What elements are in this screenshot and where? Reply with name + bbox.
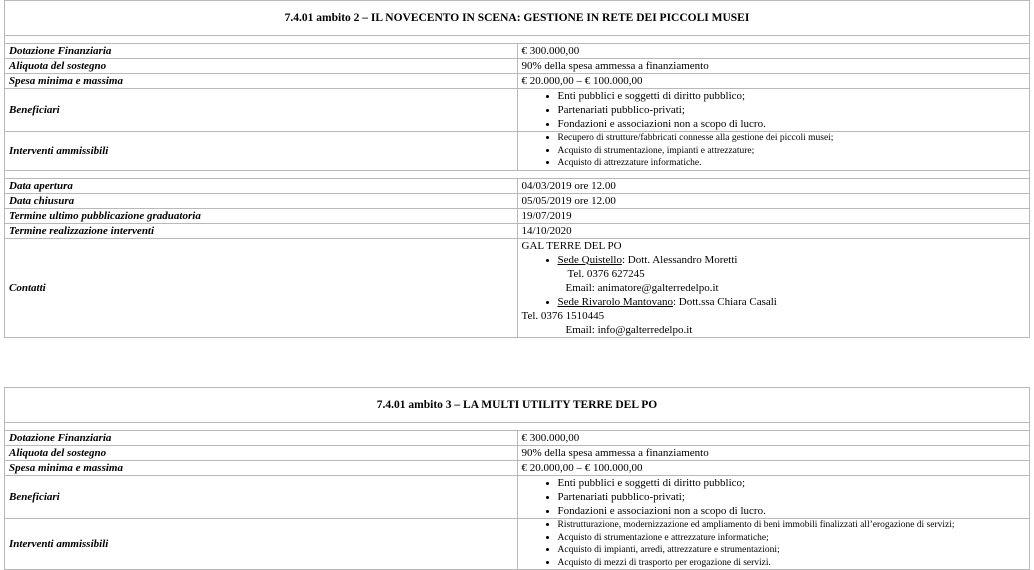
list-item: • Ristrutturazione, modernizzazione ed ampliamento di beni immobili finalizzati all’erogazione di servizi;	[558, 519, 1026, 532]
row-label: Termine ultimo pubblicazione graduatoria	[5, 208, 518, 223]
sede-quistello-link[interactable]: Sede Quistello	[557, 253, 622, 266]
table-row	[5, 208, 1030, 223]
list-item: • Partenariati pubblico-privati;	[558, 490, 1026, 504]
divider	[5, 423, 1030, 431]
row-label: Interventi ammissibili	[5, 519, 518, 570]
row-value	[517, 476, 1030, 519]
list-item: • Acquisto di strumentazione, impianti e attrezzature;	[558, 145, 1026, 158]
divider	[5, 36, 1030, 44]
table-row	[5, 238, 1030, 337]
list-item: • Recupero di strutture/fabbricati connesse alla gestione dei piccoli musei;	[558, 132, 1026, 145]
row-label: Dotazione Finanziaria	[5, 431, 518, 446]
section-title: 7.4.01 ambito 3 – LA MULTI UTILITY TERRE DEL PO	[5, 388, 1030, 423]
contatti-list	[522, 253, 1026, 267]
list-item: • Acquisto di mezzi di trasporto per erogazione di servizi.	[558, 557, 1026, 570]
row-value: 04/03/2019 ore 12.00	[517, 178, 1030, 193]
row-label: Termine realizzazione interventi	[5, 223, 518, 238]
contatti-org: GAL TERRE DEL PO	[521, 239, 622, 252]
list-item: • Enti pubblici e soggetti di diritto pubblico;	[558, 476, 1026, 490]
row-value: € 300.000,00	[517, 44, 1030, 59]
contatti-list	[522, 295, 1026, 309]
divider	[5, 170, 1030, 178]
row-label: Beneficiari	[5, 476, 518, 519]
table-row	[5, 193, 1030, 208]
row-value: 14/10/2020	[517, 223, 1030, 238]
beneficiari-list	[522, 476, 1026, 518]
interventi-list	[522, 132, 1026, 170]
contatti-cell	[517, 238, 1030, 337]
sede-tel: Tel. 0376 1510445	[521, 309, 605, 322]
row-label: Spesa minima e massima	[5, 461, 518, 476]
table-row	[5, 388, 1030, 423]
row-value	[517, 519, 1030, 570]
list-item: • Acquisto di impianti, arredi, attrezzature e strumentazioni;	[558, 544, 1026, 557]
row-label: Aliquota del sostegno	[5, 59, 518, 74]
table-row	[5, 132, 1030, 171]
table-row	[5, 178, 1030, 193]
row-value	[517, 132, 1030, 171]
sede-contact-name: : Dott.ssa Chiara Casali	[672, 295, 777, 308]
row-label: Contatti	[5, 238, 518, 337]
row-label: Spesa minima e massima	[5, 74, 518, 89]
sede-rivarolo-link[interactable]: Sede Rivarolo Mantovano	[557, 295, 673, 308]
table-row	[5, 446, 1030, 461]
row-value: € 300.000,00	[517, 431, 1030, 446]
row-label: Dotazione Finanziaria	[5, 44, 518, 59]
section-table-ambito-3	[4, 387, 1030, 570]
row-label: Aliquota del sostegno	[5, 446, 518, 461]
list-item: • Fondazioni e associazioni non a scopo di lucro.	[558, 504, 1026, 518]
list-item: • Acquisto di strumentazione e attrezzature informatiche;	[558, 532, 1026, 545]
sede-email: Email: info@galterredelpo.it	[565, 323, 693, 336]
table-row	[5, 59, 1030, 74]
interventi-list	[522, 519, 1026, 569]
row-label: Data apertura	[5, 178, 518, 193]
section-table-ambito-2	[4, 0, 1030, 338]
sede-tel: Tel. 0376 627245	[567, 267, 645, 280]
row-value: 05/05/2019 ore 12.00	[517, 193, 1030, 208]
list-item	[558, 253, 1026, 267]
table-row	[5, 519, 1030, 570]
list-item: • Enti pubblici e soggetti di diritto pubblico;	[558, 89, 1026, 103]
list-item: • Partenariati pubblico-privati;	[558, 103, 1026, 117]
table-row	[5, 44, 1030, 59]
row-value: 90% della spesa ammessa a finanziamento	[517, 446, 1030, 461]
section-title: 7.4.01 ambito 2 – IL NOVECENTO IN SCENA: GESTIONE IN RETE DEI PICCOLI MUSEI	[5, 1, 1030, 36]
row-value	[517, 89, 1030, 132]
row-value: € 20.000,00 – € 100.000,00	[517, 74, 1030, 89]
row-label: Data chiusura	[5, 193, 518, 208]
table-row	[5, 476, 1030, 519]
list-item	[558, 295, 1026, 309]
table-row	[5, 1, 1030, 36]
row-label: Interventi ammissibili	[5, 132, 518, 171]
table-row	[5, 74, 1030, 89]
table-row	[5, 223, 1030, 238]
row-value: 90% della spesa ammessa a finanziamento	[517, 59, 1030, 74]
row-value: 19/07/2019	[517, 208, 1030, 223]
table-row	[5, 461, 1030, 476]
row-label: Beneficiari	[5, 89, 518, 132]
row-value: € 20.000,00 – € 100.000,00	[517, 461, 1030, 476]
table-row	[5, 89, 1030, 132]
sede-email: Email: animatore@galterredelpo.it	[565, 281, 719, 294]
beneficiari-list	[522, 89, 1026, 131]
sede-contact-name: : Dott. Alessandro Moretti	[621, 253, 738, 266]
list-item: • Acquisto di attrezzature informatiche.	[558, 157, 1026, 170]
list-item: • Fondazioni e associazioni non a scopo di lucro.	[558, 117, 1026, 131]
table-row	[5, 431, 1030, 446]
